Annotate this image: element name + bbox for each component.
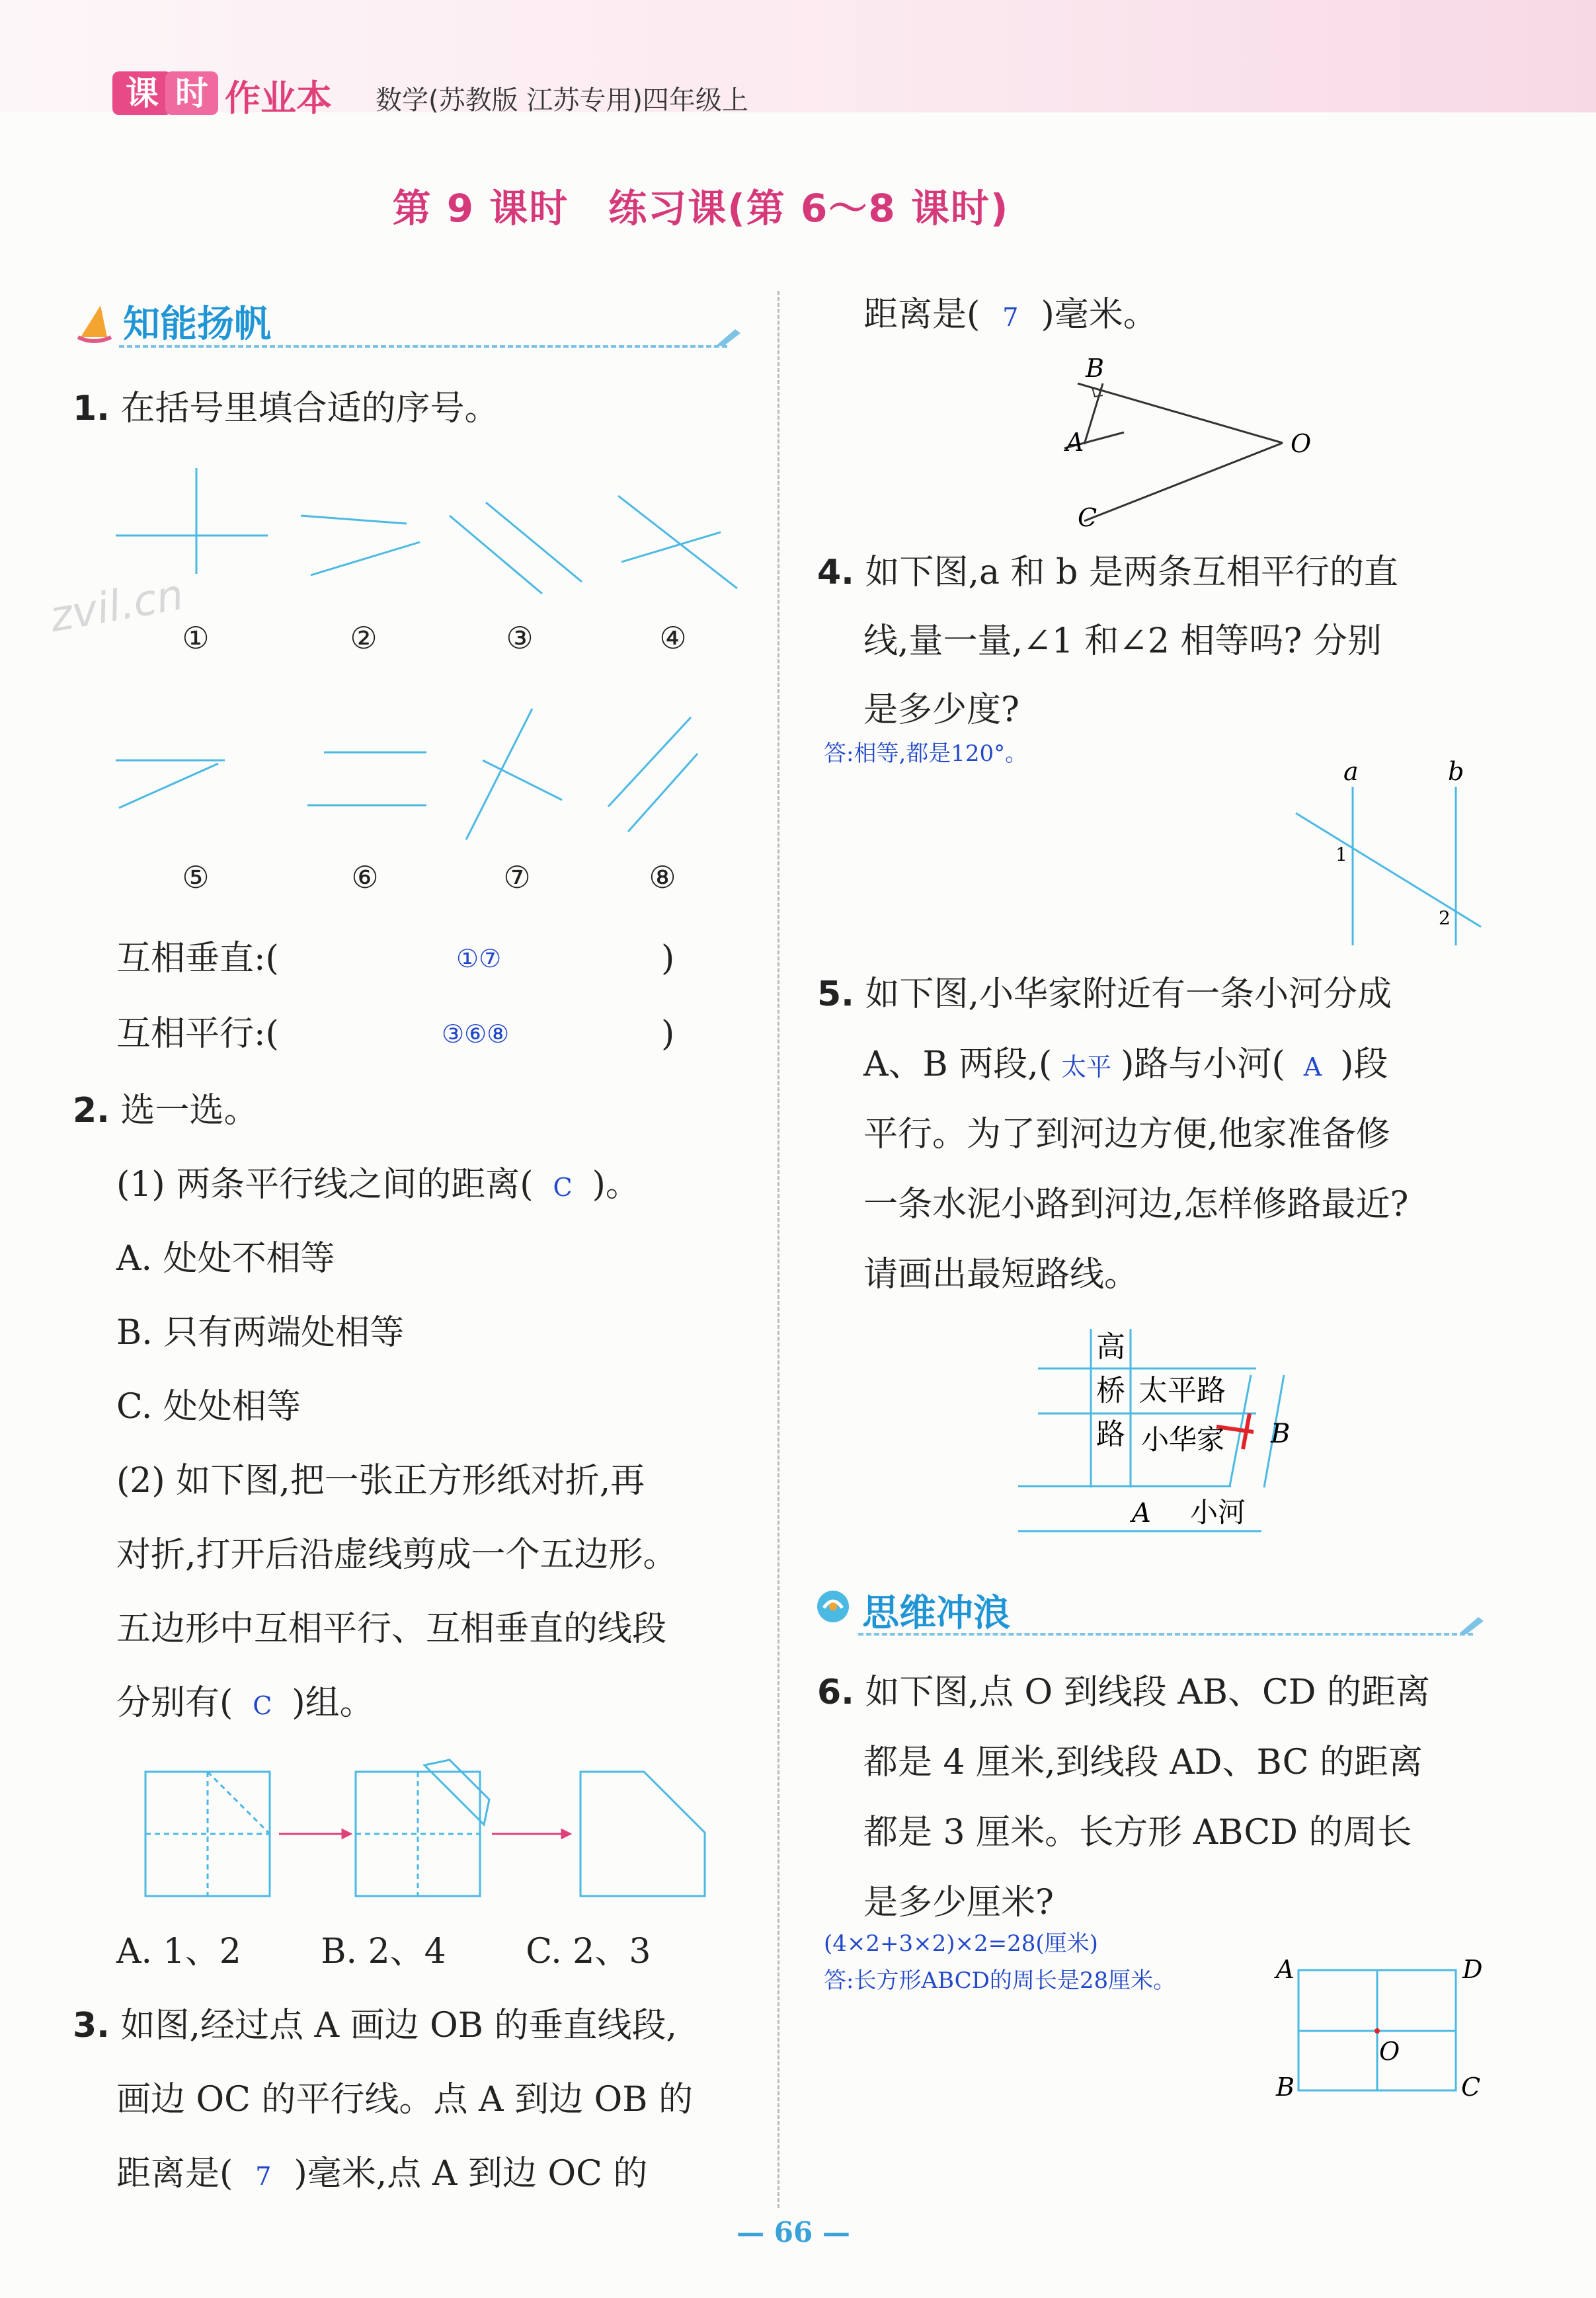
q2-p2-line3: 五边形中互相平行、互相垂直的线段 bbox=[116, 1609, 667, 1649]
angle-2: 2 bbox=[1439, 907, 1451, 929]
q3-l4a: 距离是( bbox=[863, 295, 980, 335]
q6-number: 6. bbox=[817, 1673, 854, 1712]
transversal bbox=[1296, 813, 1481, 927]
q5-answer-1: 太平 bbox=[1061, 1052, 1112, 1082]
logo-zuoyeben: 作业本 bbox=[225, 77, 332, 119]
fig7-line-a bbox=[466, 709, 532, 840]
label-1: ① bbox=[182, 620, 210, 656]
section-title-2: 思维冲浪 bbox=[862, 1592, 1010, 1635]
q3-line2: 画边 OC 的平行线。点 A 到边 OB 的 bbox=[116, 2080, 693, 2120]
fig5-line-b bbox=[119, 764, 218, 808]
q5-line4: 一条水泥小路到河边,怎样修路最近? bbox=[863, 1185, 1409, 1224]
q3-angle-figure bbox=[1038, 354, 1342, 542]
q3-number: 3. bbox=[73, 2006, 110, 2045]
q2-p2-options: A. 1、2 B. 2、4 C. 2、3 bbox=[116, 1932, 651, 1971]
q3-answer-2: 7 bbox=[1002, 303, 1019, 332]
q5-l2a: A、B 两段,( bbox=[863, 1045, 1053, 1084]
q5-l2b: )路与小河( bbox=[1121, 1045, 1285, 1084]
angle-1: 1 bbox=[1336, 844, 1347, 865]
fig3-line-a bbox=[486, 502, 582, 582]
q5-line2 bbox=[863, 1045, 1388, 1087]
point-O-dot bbox=[1375, 2028, 1380, 2034]
q5-map bbox=[1012, 1322, 1329, 1547]
q5-line3: 平行。为了到河边方便,他家准备修 bbox=[863, 1115, 1390, 1154]
label-5: ⑤ bbox=[182, 859, 210, 895]
section-divider-2 bbox=[858, 1633, 1473, 1636]
point-A: A bbox=[1066, 428, 1084, 457]
column-divider bbox=[778, 291, 779, 2208]
map-taiping: 太平路 bbox=[1138, 1374, 1226, 1407]
q4-line1 bbox=[817, 553, 1398, 592]
q4-answer: 答:相等,都是120°。 bbox=[824, 740, 1028, 767]
q3-l4b: )毫米。 bbox=[1041, 295, 1158, 335]
q4-line3: 是多少度? bbox=[863, 690, 1019, 730]
q4-parallel-figure bbox=[1283, 757, 1507, 952]
q6-rectangle bbox=[1269, 1950, 1494, 2102]
q2-p1 bbox=[116, 1165, 640, 1207]
lesson-title: 第 9 课时 练习课(第 6～8 课时) bbox=[392, 186, 1010, 231]
q4-line2: 线,量一量,∠1 和∠2 相等吗? 分别 bbox=[863, 621, 1382, 661]
q6-line2: 都是 4 厘米,到线段 AD、BC 的距离 bbox=[863, 1743, 1423, 1782]
q6-calc: (4×2+3×2)×2=28(厘米) bbox=[824, 1930, 1098, 1957]
q1-figures bbox=[106, 463, 754, 892]
q4-l1: 如下图,a 和 b 是两条互相平行的直 bbox=[865, 553, 1398, 592]
fig4-line-a bbox=[618, 496, 737, 588]
section-title-1: 知能扬帆 bbox=[123, 303, 271, 346]
q2-p2-l4a: 分别有( bbox=[116, 1683, 233, 1723]
map-gao: 高 bbox=[1096, 1330, 1125, 1364]
rect-A: A bbox=[1276, 1955, 1295, 1984]
q2-option-a: A. 处处不相等 bbox=[116, 1239, 335, 1279]
q6-line4: 是多少厘米? bbox=[863, 1883, 1054, 1922]
label-3: ③ bbox=[506, 620, 534, 656]
q2-p2-line4 bbox=[116, 1683, 374, 1725]
par-answer: ③⑥⑧ bbox=[442, 1019, 510, 1049]
pen-icon-2 bbox=[1458, 1614, 1485, 1637]
perp-answer: ①⑦ bbox=[456, 944, 502, 973]
rect-O: O bbox=[1379, 2037, 1400, 2066]
label-2: ② bbox=[350, 620, 378, 656]
fold-diagram bbox=[139, 1759, 721, 1904]
perp-label: 互相垂直:( bbox=[116, 939, 279, 978]
wave-icon bbox=[815, 1588, 852, 1628]
pentagon bbox=[580, 1772, 705, 1896]
fig8-line-b bbox=[628, 754, 698, 832]
label-6: ⑥ bbox=[351, 859, 379, 895]
pen-icon bbox=[715, 327, 742, 349]
logo-shi: 时 bbox=[165, 71, 218, 115]
q3-answer-1: 7 bbox=[255, 2162, 272, 2191]
q1-text bbox=[73, 389, 499, 428]
map-lu: 路 bbox=[1096, 1417, 1125, 1451]
subject-label: 数学(苏教版 江苏专用)四年级上 bbox=[376, 85, 748, 116]
map-river: 小河 bbox=[1190, 1496, 1246, 1528]
label-a: a bbox=[1343, 757, 1359, 786]
q2-option-b: B. 只有两端处相等 bbox=[116, 1313, 405, 1353]
q1-prompt: 在括号里填合适的序号。 bbox=[120, 389, 499, 428]
q5-line5: 请画出最短路线。 bbox=[863, 1255, 1139, 1294]
perp-close: ) bbox=[661, 939, 675, 978]
point-B: B bbox=[1086, 354, 1104, 383]
q3-line4 bbox=[863, 295, 1158, 337]
q3-line1 bbox=[73, 2006, 677, 2045]
fig7-line-b bbox=[483, 760, 562, 800]
q6-line1 bbox=[817, 1673, 1430, 1712]
fig2-line-a bbox=[301, 516, 407, 524]
map-A: A bbox=[1132, 1498, 1151, 1528]
fig8-line-a bbox=[608, 717, 691, 807]
q2-p1-end: )。 bbox=[592, 1165, 640, 1205]
fig3-line-b bbox=[450, 516, 542, 594]
q6-line3: 都是 3 厘米。长方形 ABCD 的周长 bbox=[863, 1813, 1412, 1852]
map-home: 小华家 bbox=[1141, 1423, 1225, 1456]
point-C: C bbox=[1078, 503, 1097, 532]
point-O: O bbox=[1291, 429, 1312, 458]
q5-number: 5. bbox=[817, 974, 854, 1014]
label-4: ④ bbox=[659, 620, 687, 656]
map-B: B bbox=[1271, 1419, 1291, 1449]
sail-icon bbox=[74, 299, 114, 344]
par-close: ) bbox=[661, 1014, 675, 1054]
q2-p1-answer: C bbox=[553, 1173, 573, 1202]
q4-number: 4. bbox=[817, 553, 854, 592]
section-divider-1 bbox=[119, 345, 727, 348]
label-b: b bbox=[1448, 757, 1464, 786]
q3-l3a: 距离是( bbox=[116, 2154, 233, 2194]
label-7: ⑦ bbox=[503, 859, 531, 895]
rect-B: B bbox=[1276, 2073, 1295, 2102]
q5-l1: 如下图,小华家附近有一条小河分成 bbox=[865, 974, 1392, 1014]
rect-D: D bbox=[1462, 1955, 1483, 1984]
q3-l3b: )毫米,点 A 到边 OC 的 bbox=[294, 2154, 648, 2194]
q6-l1: 如下图,点 O 到线段 AB、CD 的距离 bbox=[865, 1673, 1430, 1712]
q2-number: 2. bbox=[73, 1091, 110, 1130]
label-8: ⑧ bbox=[649, 859, 676, 895]
q2-p2-l4b: )组。 bbox=[292, 1683, 374, 1723]
q5-answer-2: A bbox=[1303, 1052, 1322, 1082]
logo-ke: 课 bbox=[112, 71, 172, 115]
q3-l1: 如图,经过点 A 画边 OB 的垂直线段, bbox=[120, 2006, 678, 2045]
watermark: zvil.cn bbox=[46, 570, 188, 643]
q2-option-c: C. 处处相等 bbox=[116, 1387, 301, 1427]
q5-l2c: )段 bbox=[1340, 1045, 1388, 1084]
map-qiao: 桥 bbox=[1096, 1374, 1125, 1407]
q2-p2-line2: 对折,打开后沿虚线剪成一个五边形。 bbox=[116, 1535, 678, 1575]
page-number: — 66 — bbox=[737, 2216, 850, 2248]
q1-number: 1. bbox=[73, 389, 110, 428]
q2-p1-text: (1) 两条平行线之间的距离( bbox=[116, 1165, 534, 1205]
q2-text bbox=[73, 1091, 258, 1130]
par-label: 互相平行:( bbox=[116, 1014, 279, 1054]
q2-p2-line1: (2) 如下图,把一张正方形纸对折,再 bbox=[116, 1461, 645, 1501]
q6-answer: 答:长方形ABCD的周长是28厘米。 bbox=[824, 1967, 1176, 1994]
q5-line1 bbox=[817, 974, 1392, 1014]
q3-line3 bbox=[116, 2154, 647, 2196]
fig2-line-b bbox=[311, 542, 420, 575]
q2-p2-answer: C bbox=[253, 1691, 272, 1720]
rect-C: C bbox=[1461, 2073, 1481, 2102]
q2-prompt: 选一选。 bbox=[120, 1091, 259, 1130]
